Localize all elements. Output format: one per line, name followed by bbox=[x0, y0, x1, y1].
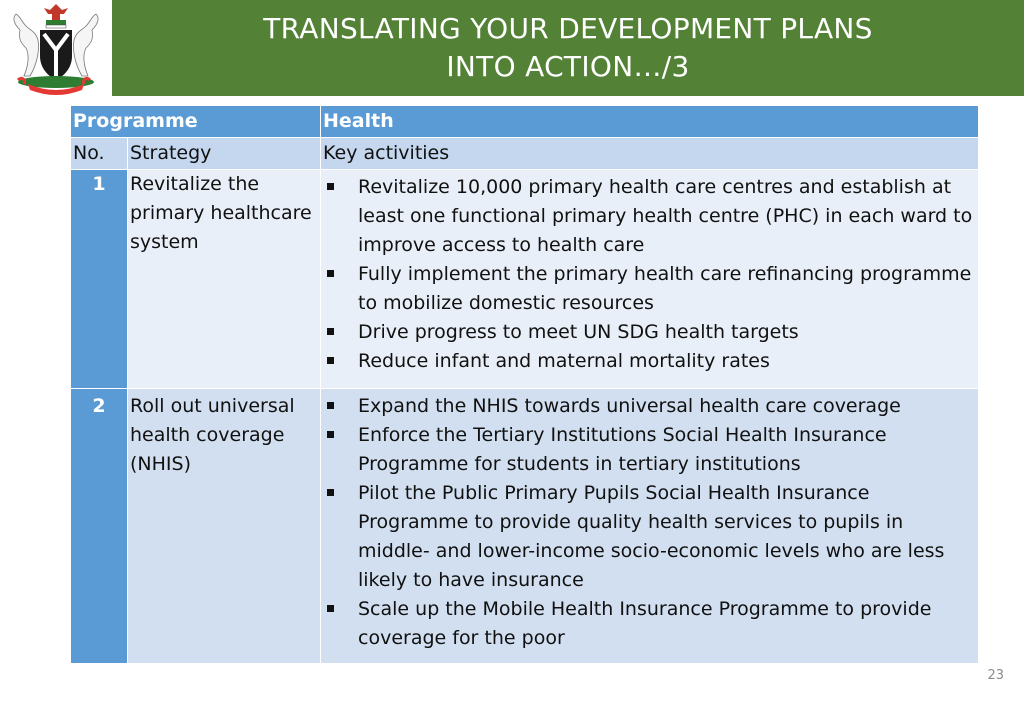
list-item bbox=[323, 479, 976, 595]
page-title bbox=[263, 10, 873, 86]
table-row bbox=[71, 389, 979, 664]
programme-label: Programme bbox=[71, 106, 321, 138]
page-number: 23 bbox=[987, 668, 1004, 683]
column-header-row bbox=[71, 138, 979, 170]
bullet-icon bbox=[327, 489, 334, 496]
activity-text: Reduce infant and maternal mortality rates bbox=[358, 350, 770, 372]
activity-text: Expand the NHIS towards universal health care coverage bbox=[358, 395, 901, 417]
activities-list bbox=[323, 173, 976, 376]
activities-cell bbox=[321, 389, 979, 664]
row-number: 1 bbox=[71, 170, 128, 389]
bullet-icon bbox=[327, 357, 334, 364]
activity-text: Revitalize 10,000 primary health care centres and establish at least one functional primary health centre (PHC) in each ward to improve access to health care bbox=[358, 176, 973, 256]
activity-text: Pilot the Public Primary Pupils Social Health Insurance Programme to provide quality health services to pupils in middle- and lower-income socio-economic levels who are less likely to have insurance bbox=[358, 482, 945, 591]
row-number: 2 bbox=[71, 389, 128, 664]
list-item bbox=[323, 260, 976, 318]
column-header-key-activities: Key activities bbox=[321, 138, 979, 170]
strategy-cell: Roll out universal health coverage (NHIS) bbox=[128, 389, 321, 664]
bullet-icon bbox=[327, 605, 334, 612]
bullet-icon bbox=[327, 270, 334, 277]
activities-cell bbox=[321, 170, 979, 389]
programme-value: Health bbox=[321, 106, 979, 138]
list-item bbox=[323, 392, 976, 421]
activities-list bbox=[323, 392, 976, 653]
title-line-2: INTO ACTION…/3 bbox=[446, 50, 690, 83]
bullet-icon bbox=[327, 402, 334, 409]
list-item bbox=[323, 318, 976, 347]
table-row bbox=[71, 170, 979, 389]
strategy-cell: Revitalize the primary healthcare system bbox=[128, 170, 321, 389]
activity-text: Scale up the Mobile Health Insurance Programme to provide coverage for the poor bbox=[358, 598, 932, 649]
list-item bbox=[323, 173, 976, 260]
list-item bbox=[323, 421, 976, 479]
column-header-no: No. bbox=[71, 138, 128, 170]
activity-text: Enforce the Tertiary Institutions Social Health Insurance Programme for students in tertiary institutions bbox=[358, 424, 887, 475]
bullet-icon bbox=[327, 431, 334, 438]
activity-text: Drive progress to meet UN SDG health targets bbox=[358, 321, 799, 343]
health-programme-table bbox=[70, 105, 979, 664]
list-item bbox=[323, 595, 976, 653]
title-bar bbox=[112, 0, 1024, 96]
column-header-strategy: Strategy bbox=[128, 138, 321, 170]
bullet-icon bbox=[327, 183, 334, 190]
list-item bbox=[323, 347, 976, 376]
nigeria-coat-of-arms-icon bbox=[0, 0, 112, 96]
title-line-1: TRANSLATING YOUR DEVELOPMENT PLANS bbox=[263, 12, 873, 45]
bullet-icon bbox=[327, 328, 334, 335]
activity-text: Fully implement the primary health care refinancing programme to mobilize domestic resources bbox=[358, 263, 972, 314]
programme-header-row bbox=[71, 106, 979, 138]
